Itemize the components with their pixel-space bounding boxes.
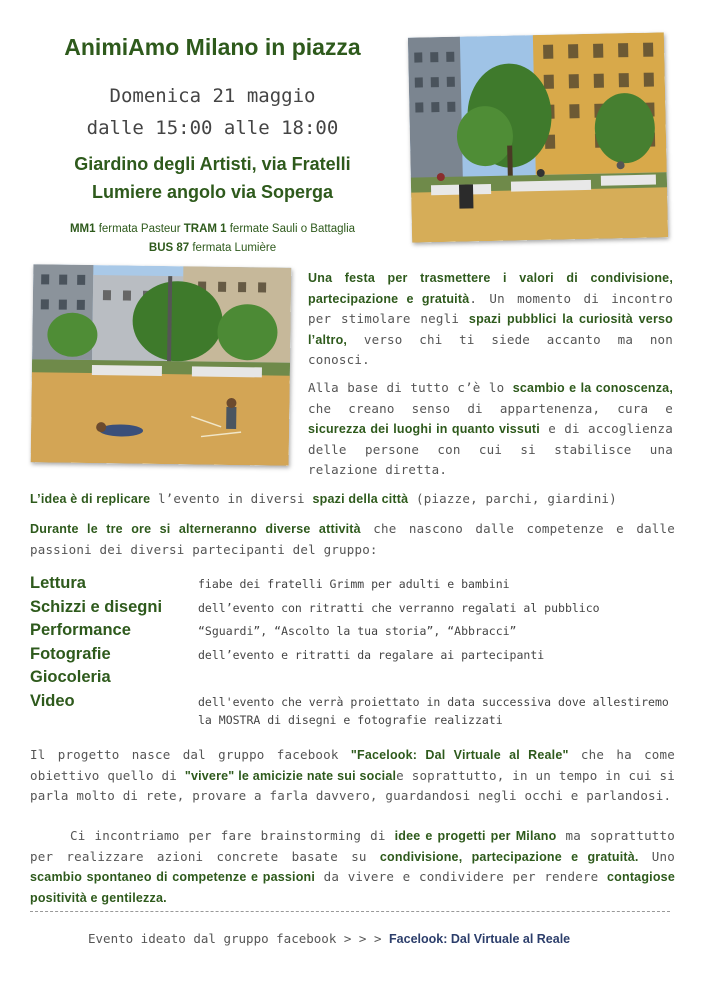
- project-bold-2: "vivere" le amicizie nate sui social: [184, 768, 397, 783]
- during-paragraph: [30, 519, 675, 560]
- activity-desc: [198, 666, 675, 690]
- meet-bold-4: contagiose positività e gentilezza.: [30, 870, 675, 905]
- idea-bold-2: spazi della città: [312, 492, 409, 506]
- activity-row: [30, 666, 675, 690]
- idea-text-1: l’evento in diversi: [150, 491, 313, 506]
- basis-text-2: che creano senso di appartenenza, cura e: [308, 400, 673, 416]
- footer-text: Evento ideato dal gruppo facebook > > >: [88, 931, 390, 946]
- transport-line-1: [40, 220, 385, 239]
- garden-photo-top-image: [408, 32, 668, 242]
- activity-desc: dell’evento con ritratti che verranno regalati al pubblico: [198, 600, 600, 615]
- project-bold-1: "Facelook: Dal Virtuale al Reale": [350, 748, 569, 762]
- meet-paragraph: [30, 826, 675, 908]
- intro-bold-2: spazi pubblici la curiosità verso l’altro,: [308, 312, 674, 347]
- footer-group-name: Facelook: Dal Virtuale al Reale: [389, 932, 571, 946]
- intro-text-2: verso chi ti siede accanto ma non conosci.: [308, 331, 673, 367]
- activity-row: [30, 572, 675, 596]
- activity-row: [30, 596, 675, 620]
- mm1-label: MM1: [69, 223, 96, 235]
- basis-text-3: e di accoglienza delle persone con cui si stabilisce una relazione diretta.: [308, 421, 673, 477]
- basis-paragraph: [308, 378, 673, 481]
- event-place: [40, 150, 385, 206]
- intro-paragraph: [308, 268, 673, 371]
- dashed-divider: [30, 911, 670, 912]
- place-line-2: Lumiere angolo via Soperga: [91, 182, 334, 202]
- bus-text: fermata Lumière: [189, 242, 277, 254]
- event-date: Domenica 21 maggio: [109, 85, 316, 107]
- activity-row: [30, 643, 675, 667]
- idea-text-2: (piazze, parchi, giardini): [408, 491, 617, 506]
- idea-bold-1: L’idea è di replicare: [30, 492, 151, 506]
- during-text-1: che nascono dalle competenze e dalle passioni dei diversi partecipanti del gruppo:: [30, 521, 675, 557]
- project-text-1: Il progetto nasce dal gruppo facebook: [30, 747, 351, 762]
- activity-name: Schizzi e disegni: [30, 597, 163, 616]
- intro-bold-1: Una festa per trasmettere i valori di condivisione, partecipazione e gratuità: [308, 271, 673, 306]
- meet-text-4: da vivere e condividere per rendere: [315, 869, 607, 884]
- basis-bold-2: sicurezza dei luoghi in quanto vissuti: [308, 422, 540, 436]
- event-time: dalle 15:00 alle 18:00: [86, 117, 339, 139]
- tram-text: fermate Sauli o Battaglia: [226, 223, 356, 235]
- activity-desc: “Sguardi”, “Ascolto la tua storia”, “Abbracci”: [198, 624, 517, 638]
- basis-text-1: Alla base di tutto c’è lo: [308, 380, 513, 395]
- footer: [88, 931, 570, 946]
- activity-name: Fotografie: [30, 644, 111, 663]
- activities-list: [30, 572, 675, 729]
- transport-info: [40, 220, 385, 258]
- activity-name: Giocoleria: [30, 668, 111, 686]
- basis-bold-1: scambio e la conoscenza,: [512, 381, 673, 395]
- idea-paragraph: [30, 489, 675, 510]
- place-line-1: Giardino degli Artisti, via Fratelli: [74, 154, 351, 174]
- project-text-2: che ha come obiettivo quello di: [30, 747, 675, 783]
- meet-text-2: ma soprattutto per realizzare azioni concrete basate su: [30, 828, 675, 864]
- meet-bold-1: idee e progetti per Milano: [394, 829, 557, 843]
- transport-line-2: [40, 239, 385, 258]
- activity-row: [30, 690, 675, 729]
- activity-name: Lettura: [30, 574, 86, 592]
- project-text-3: e soprattutto, in un tempo in cui si parla molto di rete, provare a farla davvero, guardandosi negli occhi e parlandosi.: [30, 767, 676, 803]
- meet-bold-2: condivisione, partecipazione e gratuità.: [379, 849, 639, 864]
- garden-photo-children-image: [31, 264, 292, 466]
- activity-name: Video: [30, 691, 75, 710]
- mm1-text: fermata Pasteur: [95, 223, 184, 235]
- garden-photo-children: [31, 264, 292, 466]
- event-title: AnimiAmo Milano in piazza: [64, 34, 361, 60]
- activity-name: Performance: [30, 621, 131, 639]
- activity-desc: dell’evento e ritratti da regalare ai partecipanti: [198, 647, 545, 662]
- activity-desc: dell'evento che verrà proiettato in data successiva dove allestiremo la MOSTRA di disegni e fotografie realizzati: [198, 694, 669, 727]
- bus-label: BUS 87: [148, 242, 190, 254]
- during-bold-1: Durante le tre ore si alterneranno diverse attività: [30, 522, 361, 536]
- meet-text-3: Uno: [638, 848, 675, 864]
- meet-text-1: Ci incontriamo per fare brainstorming di: [70, 828, 395, 843]
- project-paragraph: [30, 745, 675, 807]
- event-datetime: [40, 80, 385, 144]
- activity-desc: fiabe dei fratelli Grimm per adulti e bambini: [198, 577, 510, 591]
- garden-photo-top: [408, 32, 668, 242]
- meet-bold-3: scambio spontaneo di competenze e passioni: [30, 870, 316, 884]
- tram-label: TRAM 1: [183, 223, 227, 235]
- activity-row: [30, 619, 675, 643]
- intro-text-1: . Un momento di incontro per stimolare negli: [308, 290, 673, 326]
